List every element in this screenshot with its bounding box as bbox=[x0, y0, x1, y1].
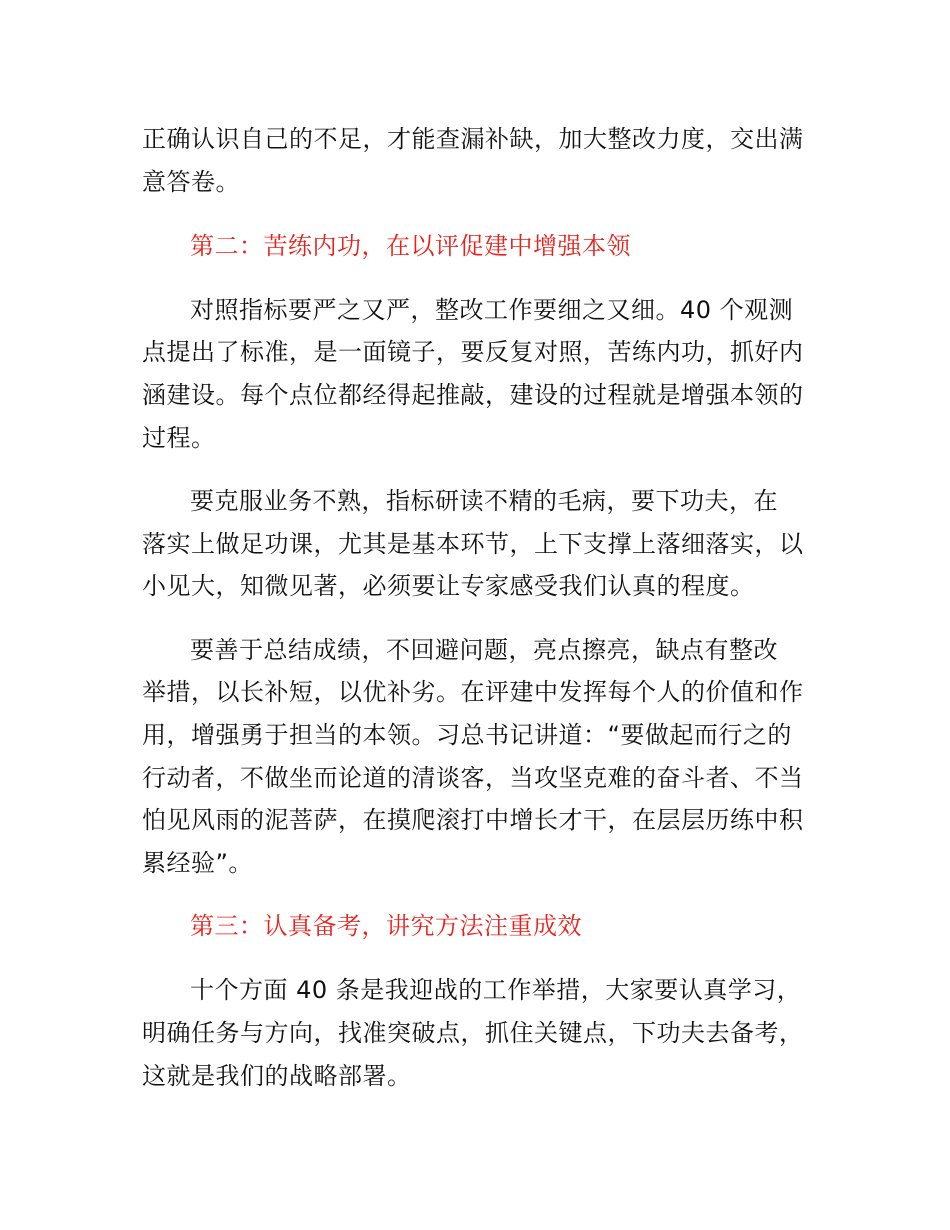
paragraph-3-line-3: 小见大，知微见著，必须要让专家感受我们认真的程度。 bbox=[142, 572, 755, 600]
paragraph-6-line-3: 这就是我们的战略部署。 bbox=[142, 1062, 412, 1090]
paragraph-0-line-2: 意答卷。 bbox=[142, 168, 240, 196]
paragraph-4-line-2: 举措，以长补短，以优补劣。在评建中发挥每个人的价值和作 bbox=[142, 678, 804, 706]
paragraph-2-line-2: 点提出了标准，是一面镜子，要反复对照，苦练内功，抓好内 bbox=[142, 338, 804, 366]
paragraph-6-line-1: 十个方面 40 条是我迎战的工作举措，大家要认真学习， bbox=[190, 976, 802, 1004]
paragraph-4-line-5: 怕见风雨的泥菩萨，在摸爬滚打中增长才干，在层层历练中积 bbox=[142, 806, 804, 834]
paragraph-4-line-1: 要善于总结成绩，不回避问题，亮点擦亮，缺点有整改 bbox=[190, 636, 778, 664]
paragraph-4-line-6: 累经验”。 bbox=[142, 849, 253, 877]
section-heading-3: 第三：认真备考，讲究方法注重成效 bbox=[190, 912, 582, 940]
paragraph-2-line-1: 对照指标要严之又严，整改工作要细之又细。40 个观测 bbox=[190, 296, 794, 324]
paragraph-2-line-3: 涵建设。每个点位都经得起推敲，建设的过程就是增强本领的 bbox=[142, 381, 804, 409]
paragraph-0-line-1: 正确认识自己的不足，才能查漏补缺，加大整改力度，交出满 bbox=[142, 125, 804, 153]
paragraph-3-line-2: 落实上做足功课，尤其是基本环节，上下支撑上落细落实，以 bbox=[142, 530, 804, 558]
paragraph-4-line-4: 行动者，不做坐而论道的清谈客，当攻坚克难的奋斗者、不当 bbox=[142, 764, 804, 792]
paragraph-2-line-4: 过程。 bbox=[142, 424, 216, 452]
paragraph-4-line-3: 用，增强勇于担当的本领。习总书记讲道：“要做起而行之的 bbox=[142, 721, 792, 749]
paragraph-6-line-2: 明确任务与方向，找准突破点，抓住关键点，下功夫去备考， bbox=[142, 1019, 804, 1047]
section-heading-2: 第二：苦练内功，在以评促建中增强本领 bbox=[190, 232, 631, 260]
paragraph-3-line-1: 要克服业务不熟，指标研读不精的毛病，要下功夫，在 bbox=[190, 487, 778, 515]
